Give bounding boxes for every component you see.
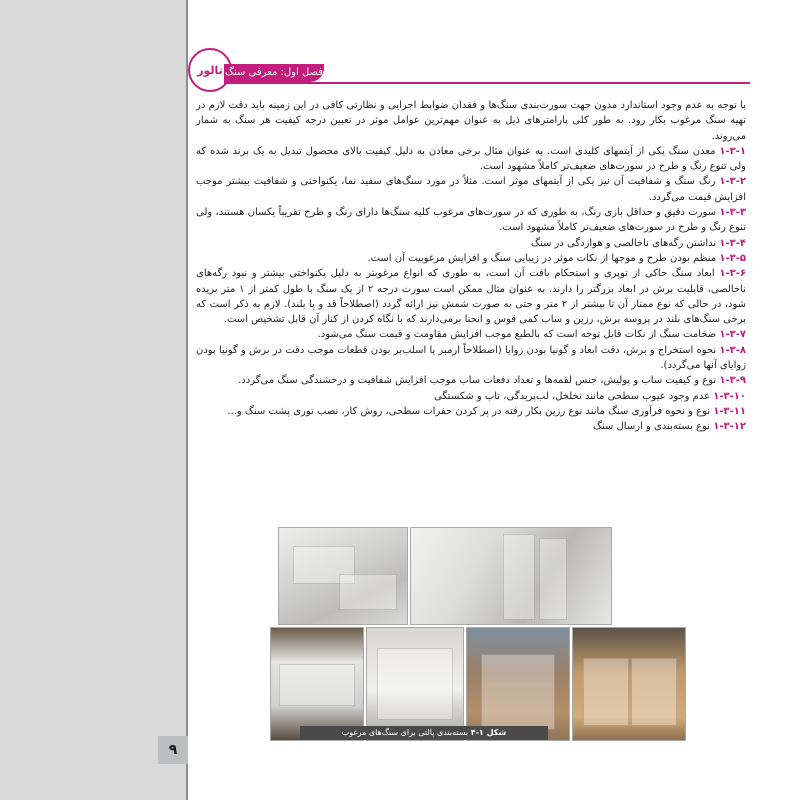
list-item — [196, 419, 746, 434]
item-text: نحوه استخراج و برش، دقت ابعاد و گونیا بودن زوایا (اصطلاحاً ارمبر یا اسلب‌بر بودن قطعات موجب دقت در برش و گونیا بودن زوایای آنها می‌گردد). — [196, 344, 746, 372]
page-number-text: ۹ — [168, 742, 178, 758]
item-text: نوع و کیفیت ساب و پولیش، جنس لقمه‌ها و تعداد دفعات ساب موجب افزایش شفافیت و درخشندگی سنگ می‌گردد. — [238, 375, 717, 387]
body-text — [196, 98, 746, 435]
item-number: ۱-۳-۸ — [719, 344, 746, 356]
list-item — [196, 343, 746, 374]
item-text: ابعاد سنگ حاکی از توپری و استحکام بافت آن است، به طوری که انواع مرغوبتر به دلیل یکنواختی بیشتر و نبود رگه‌های ناخالصی، قابلیت برش در ابعاد بزرگتر را دارند. به عنوان مثال ممکن است سورت درجه ۲ از یک سنگ با طول کمتر از ۱ متر بریده شود، در حالی که نوع ممتاز آن تا بیشتر از ۲ متر و حتی به صورت شمش نیز ارائه گردد (اصطلاحاً قد و پا بلند). لازم به ذکر است که برخی سنگ‌های بلند در پروسه برش، رزین و ساب کمی قوس و انحنا برمی‌دارند که با نگاه کردن از کنار آن قابل تشخیص است. — [196, 268, 746, 326]
photo-wooden-pallet — [572, 627, 686, 741]
item-number: ۱-۳-۱۱ — [713, 405, 746, 417]
list-item — [196, 205, 746, 236]
item-number: ۱-۳-۵ — [719, 252, 746, 264]
list-item — [196, 404, 746, 419]
photo-wrapped-tiles — [270, 627, 364, 741]
list-item — [196, 174, 746, 205]
page-margin — [0, 0, 188, 800]
figure-stone-packaging — [270, 523, 684, 739]
quality-factor-list — [196, 144, 746, 435]
figure-caption — [300, 726, 548, 740]
item-text: نداشتن رگه‌های ناخالصی و هوازدگی در سنگ — [531, 237, 717, 249]
intro-paragraph: با توجه به عدم وجود استاندارد مدون جهت سورت‌بندی سنگ‌ها و فقدان ضوابط اجرایی و نظارتی کافی در این زمینه باید دقت لازم در تهیه سنگ مرغوب بکار رود. به طور کلی پارامترهای ذیل به عنوان مهم‌ترین عوامل موثر در تعیین درجه کیفیت هر سنگ به شمار می‌روند. — [196, 100, 746, 142]
item-number: ۱-۳-۶ — [719, 268, 746, 280]
logo-text: تالور — [197, 63, 223, 77]
item-text: عدم وجود عیوب سطحی مانند تخلخل، لب‌پریدگی، تاب و شکستگی — [433, 390, 711, 402]
item-number: ۱-۳-۱۲ — [713, 421, 746, 433]
list-item — [196, 236, 746, 251]
item-text: ضخامت سنگ از نکات قابل توجه است که بالطبع موجب افزایش مقاومت و قیمت سنگ می‌شود. — [317, 329, 717, 341]
list-item — [196, 144, 746, 175]
item-text: سورت دقیق و حداقل بازی رنگ، به طوری که در سورت‌های مرغوب کلیه سنگ‌ها دارای رنگ و طرح تقریباً یکسان هستند، ولی تنوع رنگ و طرح در سورت‌های ضعیف‌تر کاملاً مشهود است. — [196, 207, 746, 234]
item-text: معدن سنگ یکی از آیتمهای کلیدی است. به عنوان مثال برخی معادن به دلیل کیفیت بالای محصول تبدیل به یک برند شده که ولی تنوع رنگ و طرح در سورت‌های ضعیف‌تر کاملاً مشهود است. — [196, 145, 746, 173]
list-item — [196, 373, 746, 388]
list-item — [196, 266, 746, 327]
item-number: ۱-۳-۳ — [719, 207, 746, 219]
figure-caption-text: بسته‌بندی پالتی برای سنگ‌های مرغوب — [341, 728, 469, 737]
item-number: ۱-۳-۴ — [719, 237, 746, 249]
list-item — [196, 389, 746, 404]
item-text: رنگ سنگ و شفافیت آن نیز یکی از آیتمهای موثر است. مثلاً در مورد سنگ‌های سفید نما، یکنواختی و شفافیت بیشتر موجب افزایش قیمت می‌گردد. — [196, 176, 746, 203]
item-text: منظم بودن طرح و موجها از نکات موثر در زیبایی سنگ و افزایش مرغوبیت آن است. — [367, 252, 717, 264]
photo-stone-slabs-stacked — [278, 527, 408, 625]
photo-stone-slab-edges — [410, 527, 612, 625]
photo-packed-boxes — [366, 627, 464, 741]
list-item — [196, 251, 746, 266]
chapter-title: فصل اول: معرفی سنگ — [225, 67, 323, 78]
item-number: ۱-۳-۹ — [719, 375, 746, 387]
list-item — [196, 327, 746, 342]
photo-wooden-crate — [466, 627, 570, 741]
margin-divider — [186, 0, 188, 800]
figure-number: شکل ۱-۴ — [470, 728, 507, 737]
item-number: ۱-۳-۱۰ — [713, 390, 746, 402]
item-text: نوع بسته‌بندی و ارسال سنگ — [593, 421, 711, 433]
item-number: ۱-۳-۱ — [719, 145, 747, 157]
chapter-header — [224, 64, 324, 82]
header-rule — [224, 82, 750, 84]
item-text: نوع و نحوه فرآوری سنگ مانند نوع رزین بکار رفته در پر کردن حفرات سطحی، روش کار، نصب توری پشت سنگ و... — [227, 405, 711, 417]
page-number — [158, 736, 188, 764]
item-number: ۱-۳-۷ — [719, 329, 746, 341]
item-number: ۱-۳-۲ — [719, 176, 746, 188]
